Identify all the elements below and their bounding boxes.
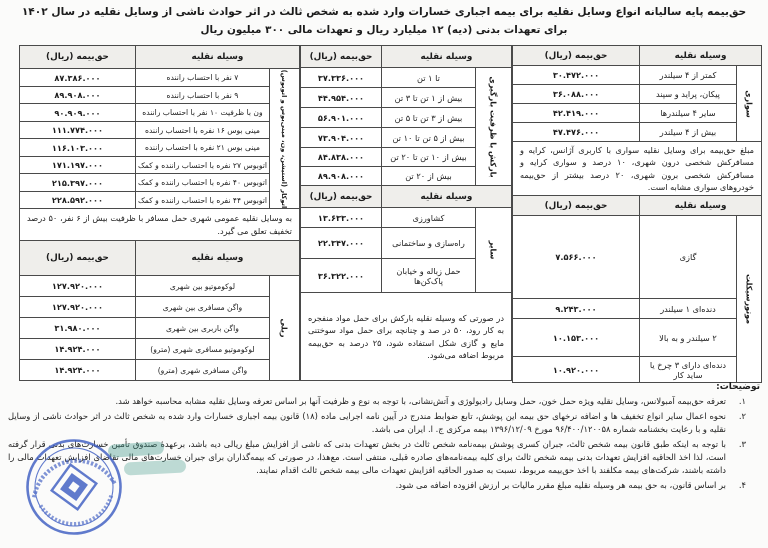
table-row (512, 299, 761, 319)
vehicle-cell: ۷ نفر با احتساب راننده (135, 69, 269, 87)
table-row (512, 85, 761, 104)
category-label-truck: بارکش با ظرفیت بارگیری (488, 75, 498, 178)
vehicle-cell: دنده‌ای ۱ سیلندر (639, 299, 736, 319)
category-label-other: سایر (488, 240, 498, 260)
premium-cell: ۱۷۱.۱۹۷.۰۰۰ (19, 157, 135, 174)
premium-cell: ۸۴.۸۳۸.۰۰۰ (300, 148, 381, 167)
premium-cell: ۴۷.۴۷۶.۰۰۰ (512, 123, 639, 142)
table-row (300, 68, 511, 88)
premium-cell: ۳۶.۳۲۲.۰۰۰ (300, 259, 381, 293)
premium-cell: ۳۰.۴۷۲.۰۰۰ (512, 66, 639, 85)
footnote-item (8, 479, 760, 492)
vehicle-cell: کشاورزی (381, 208, 475, 228)
category-label-bus: اتوکار (استیشن، ون، مینی‌بوس و اتوبوس) (280, 69, 289, 208)
table-row (19, 318, 299, 339)
premium-cell: ۴۴.۹۵۴.۰۰۰ (300, 88, 381, 108)
vehicle-cell: اتوبوس ۲۷ نفره با احتساب راننده و کمک (135, 157, 269, 174)
footnote-text: نحوه اعمال سایر انواع تخفیف ها و اضافه نرخهای حق بیمه این پوشش، تابع ضوابط مندرج در آیین نامه اجرایی ماده (۱۸) قانون بیمه اجباری خسارات وارد شده به شخص ثالث در اثر حوادث ناشی از وسایل نقلیه و با رعایت بخشنامه شماره ۹۶/۴۰۰/۱۲۰۰۵۸ مورخ ۱۳۹۶/۱۲/۰۹ بیمه مرکزی ج. ا. ایران می باشد. (8, 411, 726, 435)
vehicle-cell: مینی بوس ۲۱ نفره با احتساب راننده (135, 139, 269, 157)
column-header-vehicle: وسیله نقلیه (135, 241, 299, 276)
vehicle-cell: کمتر از ۴ سیلندر (639, 66, 736, 85)
premium-cell: ۱۰.۹۲۰.۰۰۰ (512, 357, 639, 383)
footnotes-heading: توضیحات: (716, 382, 760, 392)
vehicle-cell: بیش از ۴ سیلندر (639, 123, 736, 142)
vehicle-cell: بیش از ۲۰ تن (381, 167, 475, 186)
table-row (19, 69, 299, 87)
table-row (19, 192, 299, 209)
note-cell-truck: در صورتی که وسیله نقلیه بارکش برای حمل مواد منفجره به کار رود، ۵۰ در صد و چنانچه برای حمل مواد سوختنی مایع و گازی شکل استفاده شود، ۲۵ درصد به حق‌بیمه مربوط اضافه می‌شود. (300, 293, 511, 381)
category-label-passenger: سواری (744, 89, 754, 118)
premium-cell: ۱۴.۹۲۴.۰۰۰ (19, 360, 135, 381)
column-header-vehicle: وسیله نقلیه (381, 186, 511, 208)
category-label-motorcycle: موتورسیکلت (744, 274, 754, 325)
premium-cell: ۱۰.۱۵۳.۰۰۰ (512, 319, 639, 357)
table-row (512, 66, 761, 85)
premium-cell: ۴۲.۴۱۹.۰۰۰ (512, 104, 639, 123)
premium-cell: ۱۱۱.۷۷۴.۰۰۰ (19, 122, 135, 139)
premium-cell: ۹۰.۹۰۹.۰۰۰ (19, 104, 135, 122)
footnote-number: ۴. (738, 480, 746, 491)
vehicle-cell: بیش از ۳ تن تا ۵ تن (381, 108, 475, 128)
vehicle-cell: دنده‌ای دارای ۳ چرخ یا ساید کار (639, 357, 736, 383)
column-header-premium: حق‌بیمه (ریال) (19, 241, 135, 276)
group-truck-other (300, 45, 512, 381)
table-row (19, 87, 299, 104)
table-row (19, 297, 299, 318)
premium-cell: ۳۱.۹۸۰.۰۰۰ (19, 318, 135, 339)
table-row (19, 174, 299, 192)
footnote-number: ۲. (738, 411, 746, 422)
column-header-premium: حق‌بیمه (ریال) (300, 46, 381, 68)
vehicle-cell: لوکوموتیو مسافری شهری (مترو) (135, 339, 269, 360)
vehicle-cell: ۹ نفر با احتساب راننده (135, 87, 269, 104)
tariff-table (22, 45, 762, 380)
page-subtitle: برای تعهدات بدنی (دیه) ۱۲ میلیارد ریال و تعهدات مالی ۳۰۰ میلیون ریال (200, 24, 568, 36)
vehicle-cell: گازی (639, 216, 736, 299)
table-row (19, 276, 299, 297)
vehicle-cell: واگن باربری بین شهری (135, 318, 269, 339)
table-row (19, 339, 299, 360)
premium-cell: ۱۲۷.۹۲۰.۰۰۰ (19, 276, 135, 297)
table-row (512, 104, 761, 123)
premium-cell: ۸۷.۳۸۶.۰۰۰ (19, 69, 135, 87)
vehicle-cell: سایر ۴ سیلندرها (639, 104, 736, 123)
column-header-premium: حق‌بیمه (ریال) (512, 196, 639, 216)
premium-cell: ۷۳.۹۰۴.۰۰۰ (300, 128, 381, 148)
group-passenger-motorcycle (512, 45, 762, 383)
vehicle-cell: بیش از ۱۰ تن تا ۲۰ تن (381, 148, 475, 167)
footnote-item (8, 395, 760, 408)
vehicle-cell: لوکوموتیو بین شهری (135, 276, 269, 297)
premium-cell: ۱۴.۹۲۴.۰۰۰ (19, 339, 135, 360)
premium-cell: ۳۶.۰۸۸.۰۰۰ (512, 85, 639, 104)
table-row (512, 216, 761, 299)
footnote-number: ۱. (738, 396, 746, 406)
premium-cell: ۱۱۶.۱۰۳.۰۰۰ (19, 139, 135, 157)
table-row (512, 357, 761, 383)
premium-cell: ۲۲.۳۴۷.۰۰۰ (300, 228, 381, 259)
vehicle-cell: واگن مسافری شهری (مترو) (135, 360, 269, 381)
premium-cell: ۵۶.۹۰۱.۰۰۰ (300, 108, 381, 128)
group-bus-rail (19, 45, 300, 381)
footnote-text: بر اساس قانون، به حق بیمه هر وسیله نقلیه مبلغ مقرر مالیات بر ارزش افزوده اضافه می شود. (395, 480, 726, 491)
vehicle-cell: حمل زباله و خیابان پاک‌کن‌ها (381, 259, 475, 293)
vehicle-cell: اتوبوس ۴۰ نفره با احتساب راننده و کمک (135, 174, 269, 192)
footnote-text: با توجه به اینکه طبق قانون بیمه شخص ثالث، جبران کسری پوشش بیمه‌نامه شخص ثالث در بخش تعهدات بدنی که ناشی از افزایش مبلغ ریالی دیه باشد، برعهدهٔ صندوق تأمین خسارت‌های بدنی قرار گرفته است، لذا اخذ الحاقیه افزایش تعهدات بدنی بیمه شخص ثالث برای کلیه بیمه‌نامه‌های صادره قبلی، منتفی است. مع‌هذا، در صورتی که بیمه‌گذاران برای جبران خسارت‌های مالی تقاضای افزایش تعهدات مالی را داشته باشند، شرکت‌های بیمه مکلفند با اخذ حق‌بیمه مربوط، نسبت به صدور الحاقیه افزایش تعهدات مالی بیمه شخص ثالث اقدام نمایند. (8, 439, 726, 476)
vehicle-cell: اتوبوس ۴۴ نفره با احتساب راننده و کمک (135, 192, 269, 209)
footnote-number: ۳. (738, 439, 746, 450)
vehicle-cell: بیش از ۱ تن تا ۳ تن (381, 88, 475, 108)
vehicle-cell: ون با ظرفیت ۱۰ نفر با احتساب راننده (135, 104, 269, 122)
premium-cell: ۳۷.۳۳۶.۰۰۰ (300, 68, 381, 88)
note-cell-passenger: مبلغ حق‌بیمه برای وسایل نقلیه سواری با کاربری آژانس، کرایه و مسافرکش شخصی درون شهری، ۱۰ درصد و سواری کرایه و مسافرکش شخصی برون شهری، ۲۰ درصد بیشتر از حق‌بیمه خودروهای سواری مشابه است. (512, 142, 761, 196)
page-title: حق‌بیمه پایه سالیانه انواع وسایل نقلیه برای بیمه اجباری خسارات وارد شده به شخص ثالث در اثر حوادث ناشی از وسایل نقلیه در سال ۱۴۰۲ (21, 6, 747, 18)
premium-cell: ۲۱۵.۳۹۷.۰۰۰ (19, 174, 135, 192)
column-header-vehicle: وسیله نقلیه (135, 46, 299, 69)
vehicle-cell: راه‌سازی و ساختمانی (381, 228, 475, 259)
column-header-premium: حق‌بیمه (ریال) (512, 46, 639, 66)
column-header-vehicle: وسیله نقلیه (639, 196, 761, 216)
footnote-text: تعرفه حق‌بیمه آمبولانس، وسایل نقلیه ویژه حمل خون، حمل وسایل رادیولوژی و آتش‌نشانی، با توجه به نوع و ظرفیت آنها بر اساس تعرفه وسایل نقلیه مشابه محاسبه خواهد شد. (115, 396, 726, 406)
vehicle-cell: مینی بوس ۱۶ نفره با احتساب راننده (135, 122, 269, 139)
vehicle-cell: پیکان، پراید و سپند (639, 85, 736, 104)
premium-cell: ۷.۵۶۶.۰۰۰ (512, 216, 639, 299)
category-label-rail: ریلی (279, 318, 289, 338)
table-row (300, 208, 511, 228)
table-row (19, 157, 299, 174)
premium-cell: ۸۹.۹۰۸.۰۰۰ (19, 87, 135, 104)
vehicle-cell: بیش از ۵ تن تا ۱۰ تن (381, 128, 475, 148)
column-header-premium: حق‌بیمه (ریال) (19, 46, 135, 69)
premium-cell: ۱۲۷.۹۲۰.۰۰۰ (19, 297, 135, 318)
table-row (19, 139, 299, 157)
table-row (512, 319, 761, 357)
premium-cell: ۹.۲۴۳.۰۰۰ (512, 299, 639, 319)
vehicle-cell: ۲ سیلندر و به بالا (639, 319, 736, 357)
note-cell-bus: به وسایل نقلیه عمومی شهری حمل مسافر با ظرفیت بیش از ۶ نفر، ۵۰ درصد تخفیف تعلق می گیرد. (19, 209, 299, 241)
premium-cell: ۸۹.۹۰۸.۰۰۰ (300, 167, 381, 186)
premium-cell: ۲۲۸.۵۹۲.۰۰۰ (19, 192, 135, 209)
footnotes-section (8, 382, 760, 494)
footnote-item (8, 438, 760, 477)
table-row (19, 122, 299, 139)
table-row (512, 123, 761, 142)
table-row (19, 104, 299, 122)
table-row (19, 360, 299, 381)
column-header-premium: حق‌بیمه (ریال) (300, 186, 381, 208)
premium-cell: ۱۳.۶۳۳.۰۰۰ (300, 208, 381, 228)
vehicle-cell: واگن مسافری بین شهری (135, 297, 269, 318)
column-header-vehicle: وسیله نقلیه (639, 46, 761, 66)
column-header-vehicle: وسیله نقلیه (381, 46, 511, 68)
footnote-item (8, 410, 760, 436)
vehicle-cell: تا ۱ تن (381, 68, 475, 88)
